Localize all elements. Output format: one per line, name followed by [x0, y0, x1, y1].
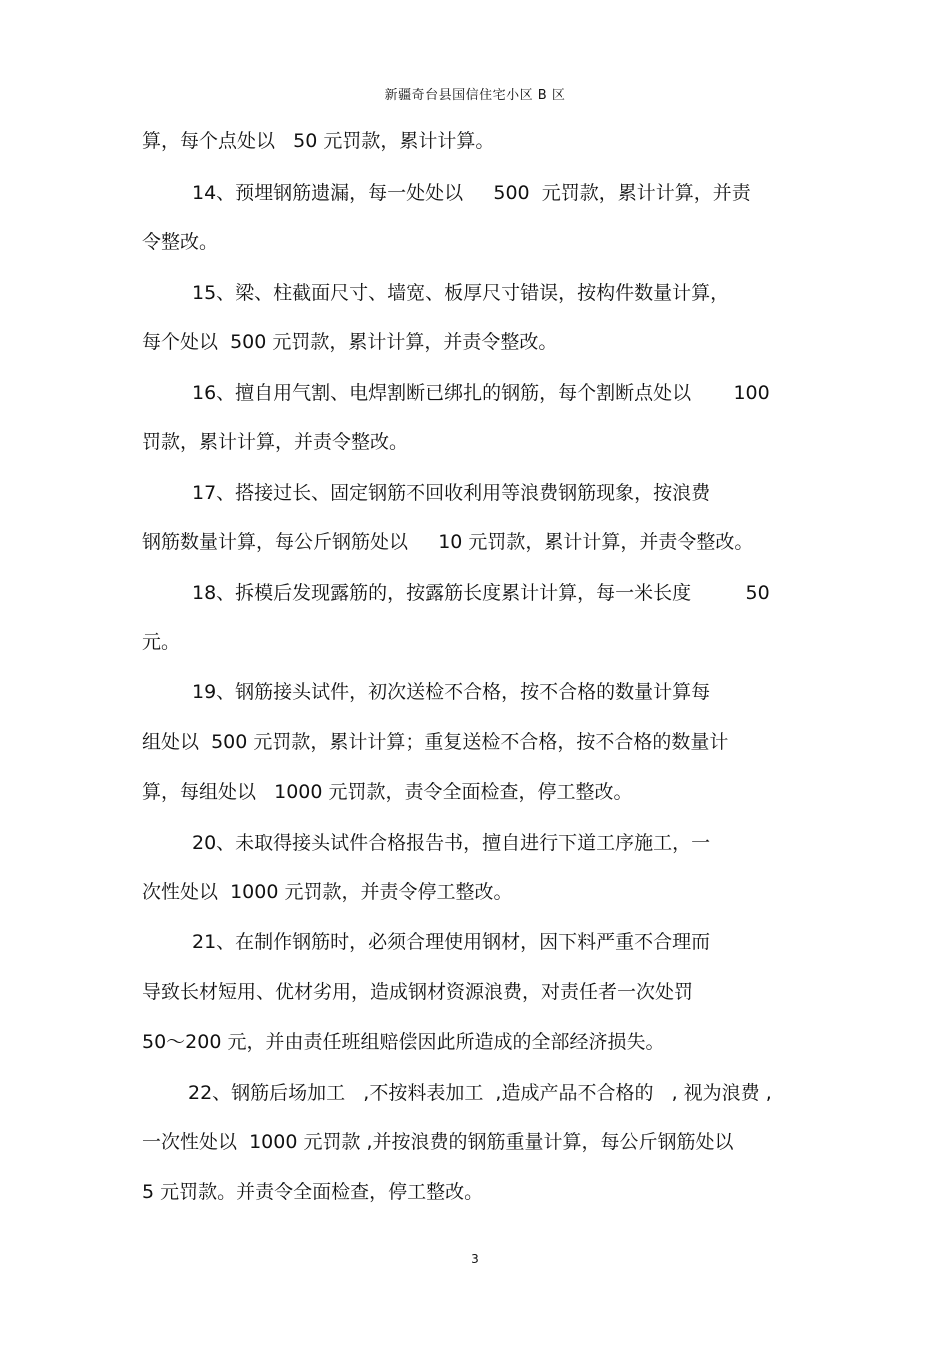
paragraph-line: 21、在制作钢筋时，必须合理使用钢材，因下料严重不合理而 [192, 931, 711, 953]
page-header: 新疆奇台县国信住宅小区 B 区 [384, 88, 566, 103]
paragraph-line: 算，每个点处以 50 元罚款，累计计算。 [142, 130, 495, 152]
paragraph-line: 罚款，累计计算，并责令整改。 [142, 431, 409, 453]
paragraph-line: 20、未取得接头试件合格报告书，擅自进行下道工序施工，一 [192, 832, 711, 854]
paragraph-line: 17、搭接过长、固定钢筋不回收利用等浪费钢筋现象，按浪费 [192, 482, 711, 504]
paragraph-line: 一次性处以 1000 元罚款 ,并按浪费的钢筋重量计算，每公斤钢筋处以 [142, 1131, 734, 1153]
paragraph-line: 16、擅自用气割、电焊割断已绑扎的钢筋，每个割断点处以 100 [192, 382, 770, 404]
paragraph-line: 14、预埋钢筋遗漏，每一处处以 500 元罚款，累计计算，并责 [192, 182, 751, 204]
paragraph-line: 19、钢筋接头试件，初次送检不合格，按不合格的数量计算每 [192, 681, 711, 703]
paragraph-line: 导致长材短用、优材劣用，造成钢材资源浪费，对责任者一次处罚 [142, 981, 694, 1003]
paragraph-line: 次性处以 1000 元罚款，并责令停工整改。 [142, 881, 513, 903]
paragraph-line: 18、拆模后发现露筋的，按露筋长度累计计算，每一米长度 50 [192, 582, 770, 604]
paragraph-line: 钢筋数量计算，每公斤钢筋处以 10 元罚款，累计计算，并责令整改。 [142, 531, 754, 553]
paragraph-line: 元。 [142, 631, 181, 653]
paragraph-line: 15、梁、柱截面尺寸、墙宽、板厚尺寸错误，按构件数量计算， [192, 282, 730, 304]
paragraph-line: 组处以 500 元罚款，累计计算；重复送检不合格，按不合格的数量计 [142, 731, 729, 753]
paragraph-line: 每个处以 500 元罚款，累计计算，并责令整改。 [142, 331, 558, 353]
paragraph-line: 22、钢筋后场加工 ,不按料表加工 ,造成产品不合格的 , 视为浪费 , [188, 1082, 772, 1104]
page-number: 3 [471, 1252, 479, 1266]
paragraph-line: 50～200 元，并由责任班组赔偿因此所造成的全部经济损失。 [142, 1031, 665, 1053]
paragraph-line: 算，每组处以 1000 元罚款，责令全面检查，停工整改。 [142, 781, 633, 803]
paragraph-line: 5 元罚款。并责令全面检查，停工整改。 [142, 1181, 484, 1203]
paragraph-line: 令整改。 [142, 231, 219, 253]
